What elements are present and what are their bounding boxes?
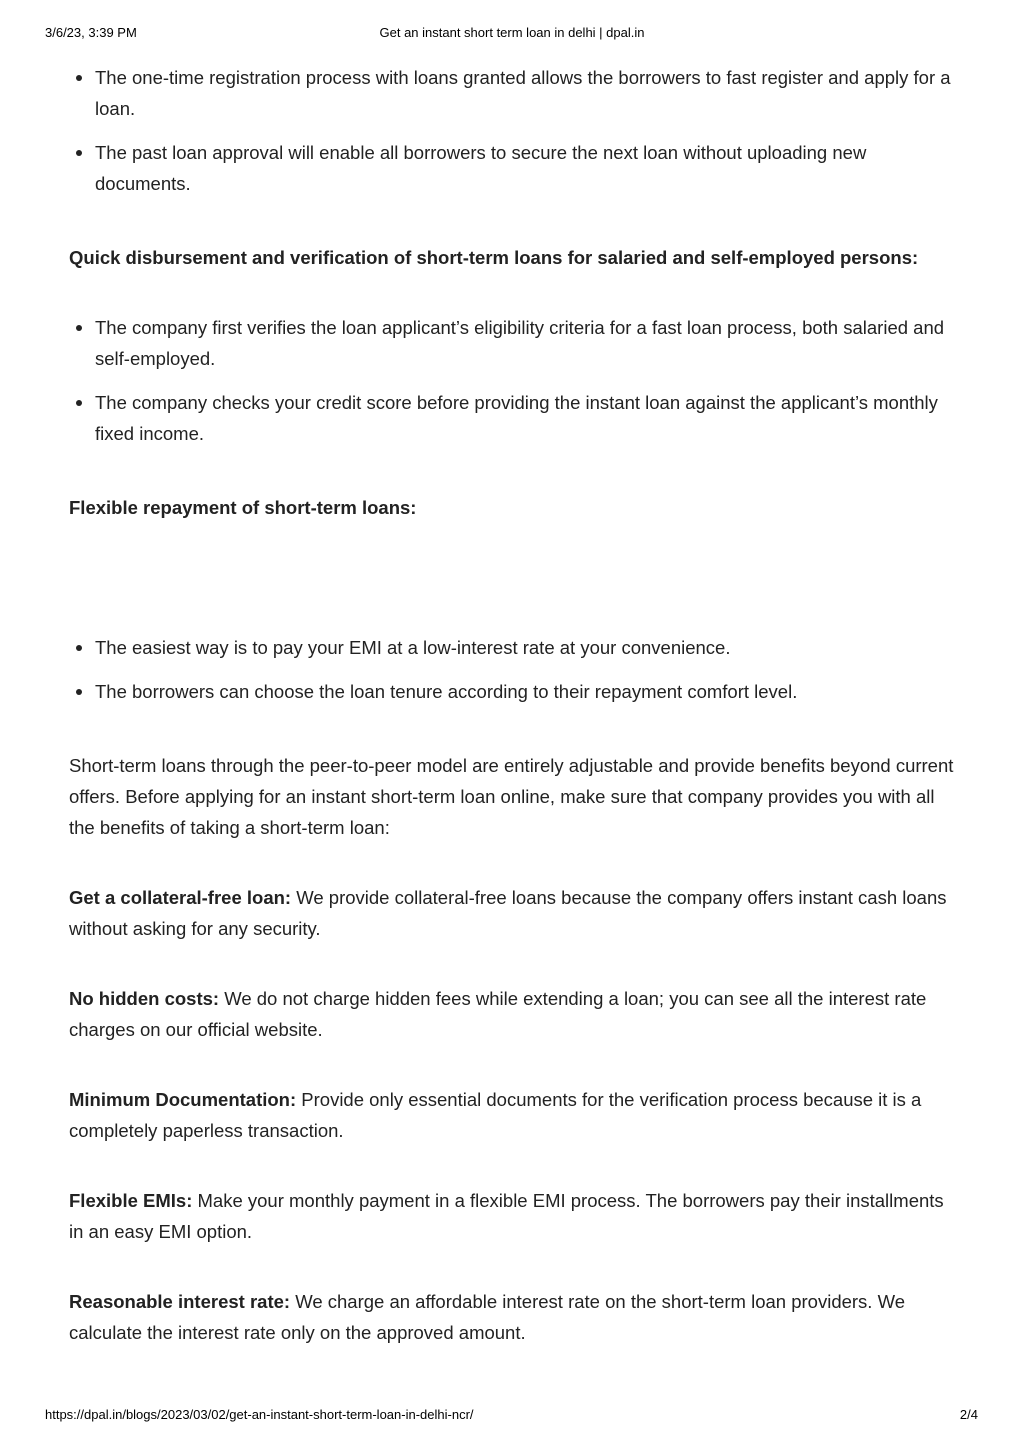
benefit-text: Make your monthly payment in a flexible EMI process. The borrowers pay their installments in an easy EMI option. (69, 1190, 944, 1242)
list-item: The company checks your credit score before providing the instant loan against the applicant’s monthly fixed income. (95, 387, 954, 449)
benefit-text: We provide collateral-free loans because the company offers instant cash loans without asking for any security. (69, 887, 947, 939)
list-item: The easiest way is to pay your EMI at a low-interest rate at your convenience. (95, 632, 954, 663)
benefit-minimum-documentation (69, 1084, 954, 1146)
disbursement-list (69, 312, 954, 449)
article-body (69, 62, 954, 1348)
print-datetime: 3/6/23, 3:39 PM (45, 25, 137, 40)
section-heading-repayment: Flexible repayment of short-term loans: (69, 497, 417, 518)
print-header (0, 25, 1024, 43)
print-footer (0, 1407, 1024, 1425)
benefit-label: No hidden costs: (69, 988, 220, 1009)
benefit-text: We charge an affordable interest rate on the short-term loan providers. We calculate the interest rate only on the approved amount. (69, 1291, 905, 1343)
list-item: The borrowers can choose the loan tenure according to their repayment comfort level. (95, 676, 954, 707)
benefit-flexible-emis (69, 1185, 954, 1247)
benefit-reasonable-interest-rate (69, 1286, 954, 1348)
benefit-label: Get a collateral-free loan: (69, 887, 292, 908)
benefit-text: We do not charge hidden fees while extending a loan; you can see all the interest rate charges on our official website. (69, 988, 927, 1040)
print-page-title: Get an instant short term loan in delhi | dpal.in (379, 25, 645, 40)
benefit-label: Flexible EMIs: (69, 1190, 193, 1211)
list-item: The past loan approval will enable all borrowers to secure the next loan without uploading new documents. (95, 137, 954, 199)
repayment-list (69, 632, 954, 707)
benefit-label: Minimum Documentation: (69, 1089, 297, 1110)
list-item: The company first verifies the loan applicant’s eligibility criteria for a fast loan process, both salaried and self-employed. (95, 312, 954, 374)
benefit-collateral-free (69, 882, 954, 944)
intro-paragraph: Short-term loans through the peer-to-peer model are entirely adjustable and provide benefits beyond current offers. Before applying for an instant short-term loan online, make sure that company provides you with all the benefits of taking a short-term loan: (69, 755, 954, 838)
list-item: The one-time registration process with loans granted allows the borrowers to fast register and apply for a loan. (95, 62, 954, 124)
page-number: 2/4 (959, 1407, 978, 1422)
page-url: https://dpal.in/blogs/2023/03/02/get-an-instant-short-term-loan-in-delhi-ncr/ (45, 1407, 474, 1422)
benefit-label: Reasonable interest rate: (69, 1291, 291, 1312)
benefit-no-hidden-costs (69, 983, 954, 1045)
section-heading-disbursement: Quick disbursement and verification of short-term loans for salaried and self-employed persons: (69, 247, 919, 268)
registration-list (69, 62, 954, 199)
benefit-text: Provide only essential documents for the verification process because it is a completely paperless transaction. (69, 1089, 922, 1141)
